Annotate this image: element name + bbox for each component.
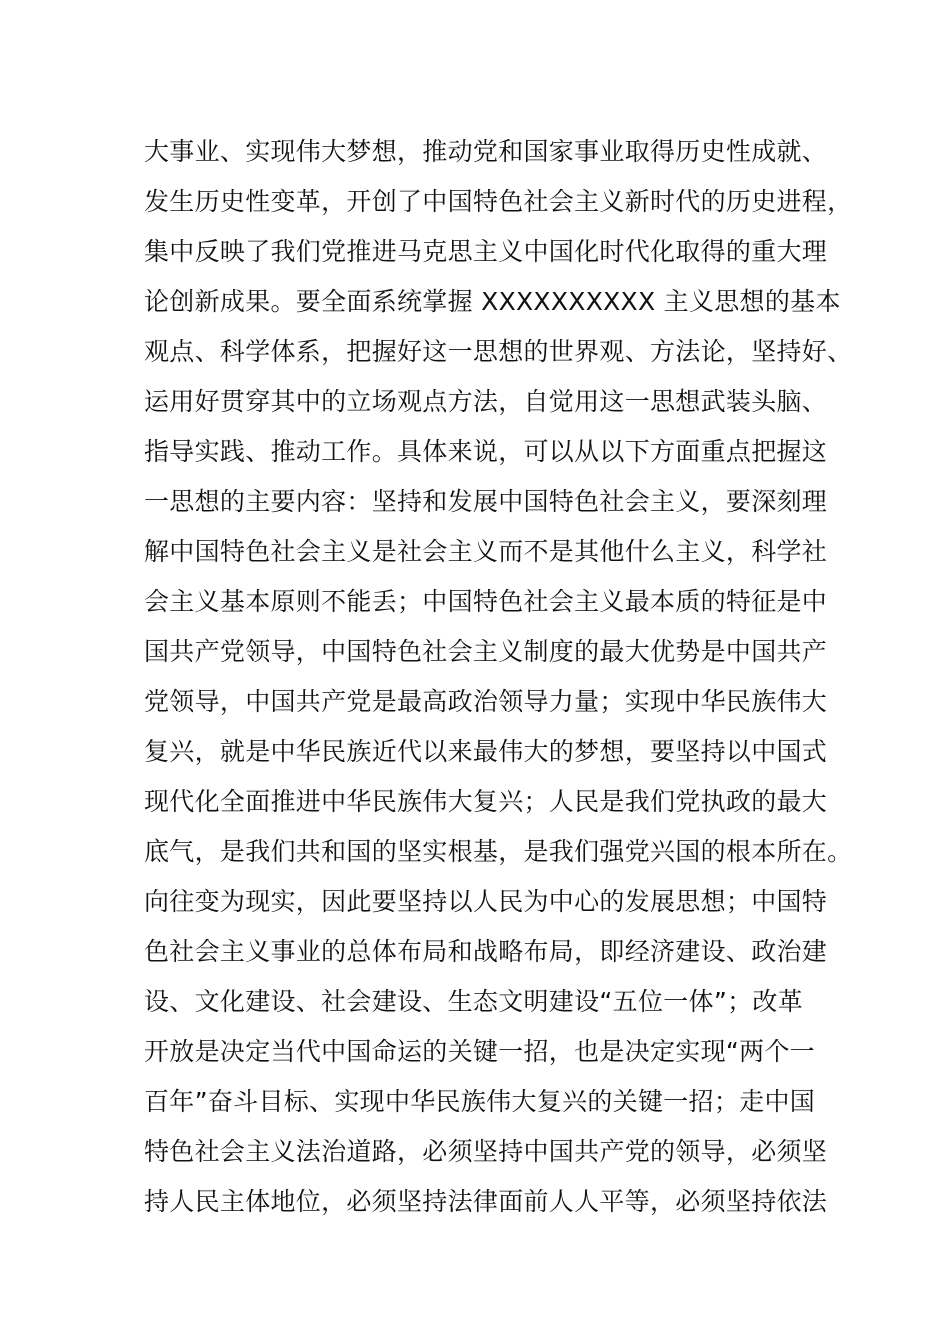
text-line: 向往变为现实，因此要坚持以人民为中心的发展思想；中国特 <box>144 887 828 916</box>
text-line: 发生历史性变革，开创了中国特色社会主义新时代的历史进程， <box>144 187 853 216</box>
text-line: 现代化全面推进中华民族伟大复兴；人民是我们党执政的最大 <box>144 787 828 816</box>
text-line: 运用好贯穿其中的立场观点方法，自觉用这一思想武装头脑、 <box>144 387 828 416</box>
text-line: 特色社会主义法治道路，必须坚持中国共产党的领导，必须坚 <box>144 1137 828 1166</box>
text-line: 论创新成果。要全面系统掌握 XXXXXXXXXX 主义思想的基本 <box>144 287 841 316</box>
text-line: 底气，是我们共和国的坚实根基，是我们强党兴国的根本所在。 <box>144 837 853 866</box>
text-line: 开放是决定当代中国命运的关键一招，也是决定实现“两个一 <box>144 1037 816 1066</box>
text-line: 大事业、实现伟大梦想，推动党和国家事业取得历史性成就、 <box>144 137 828 166</box>
text-line: 国共产党领导，中国特色社会主义制度的最大优势是中国共产 <box>144 637 828 666</box>
text-line: 色社会主义事业的总体布局和战略布局，即经济建设、政治建 <box>144 937 828 966</box>
text-line: 复兴，就是中华民族近代以来最伟大的梦想，要坚持以中国式 <box>144 737 828 766</box>
text-line: 会主义基本原则不能丢；中国特色社会主义最本质的特征是中 <box>144 587 828 616</box>
text-line: 百年”奋斗目标、实现中华民族伟大复兴的关键一招；走中国 <box>144 1087 816 1116</box>
text-line: 解中国特色社会主义是社会主义而不是其他什么主义，科学社 <box>144 537 828 566</box>
text-line: 观点、科学体系，把握好这一思想的世界观、方法论，坚持好、 <box>144 337 853 366</box>
text-line: 党领导，中国共产党是最高政治领导力量；实现中华民族伟大 <box>144 687 828 716</box>
text-line: 指导实践、推动工作。具体来说，可以从以下方面重点把握这 <box>144 437 828 466</box>
text-line: 设、文化建设、社会建设、生态文明建设“五位一体”；改革 <box>144 987 804 1016</box>
text-line: 一思想的主要内容：坚持和发展中国特色社会主义，要深刻理 <box>144 487 828 516</box>
text-line: 持人民主体地位，必须坚持法律面前人人平等，必须坚持依法 <box>144 1187 828 1216</box>
text-line: 集中反映了我们党推进马克思主义中国化时代化取得的重大理 <box>144 237 828 266</box>
body-text <box>144 127 853 1227</box>
